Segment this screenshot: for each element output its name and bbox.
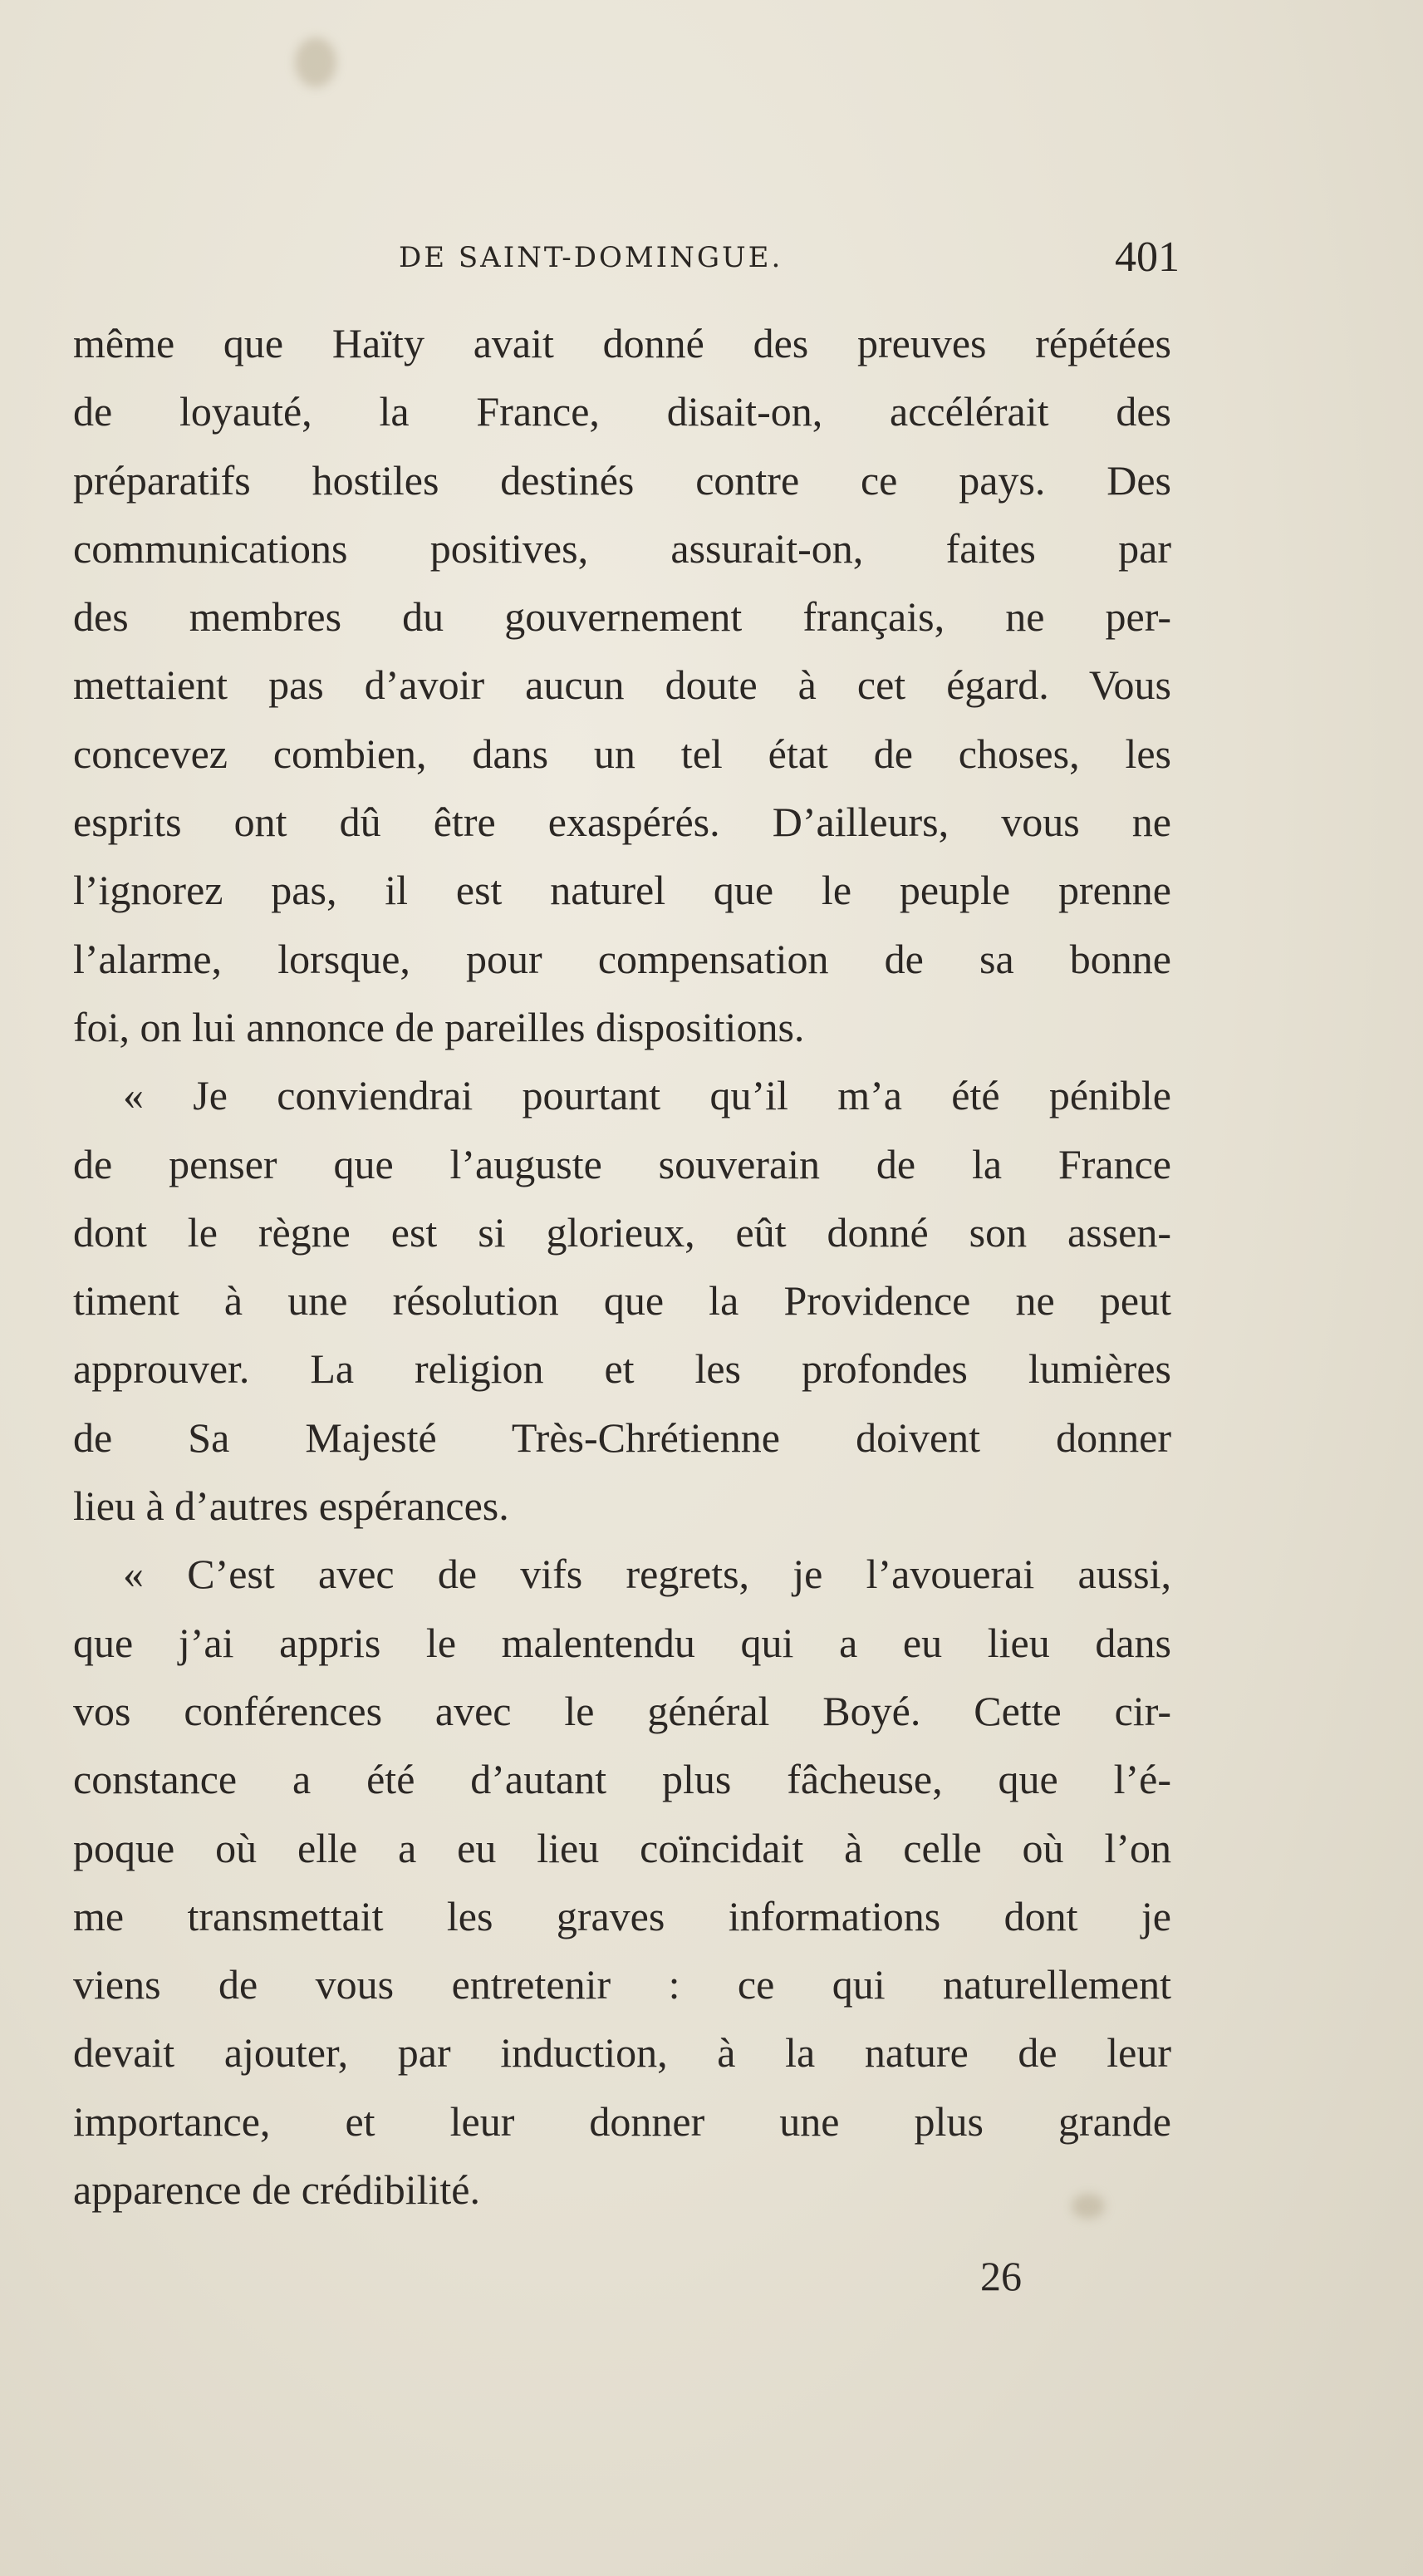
text-line: devait ajouter, par induction, à la nature de leur bbox=[73, 2029, 1171, 2077]
page-number: 401 bbox=[1115, 234, 1180, 281]
text-line: préparatifs hostiles destinés contre ce pays. Des bbox=[73, 456, 1171, 504]
text-line: dont le règne est si glorieux, eût donné son assen- bbox=[73, 1208, 1171, 1256]
text-line: mettaient pas d’avoir aucun doute à cet égard. Vous bbox=[73, 661, 1171, 709]
text-line: de penser que l’auguste souverain de la France bbox=[73, 1140, 1171, 1187]
paper-stain bbox=[295, 37, 336, 87]
text-line: que j’ai appris le malentendu qui a eu lieu dans bbox=[73, 1619, 1171, 1666]
text-line: de loyauté, la France, disait-on, accélérait des bbox=[73, 388, 1171, 435]
text-line: communications positives, assurait-on, faites par bbox=[73, 524, 1171, 572]
paragraph bbox=[73, 1061, 1171, 1540]
text-line: foi, on lui annonce de pareilles dispositions. bbox=[73, 1003, 805, 1050]
text-line: l’alarme, lorsque, pour compensation de sa bonne bbox=[73, 935, 1171, 982]
text-line: lieu à d’autres espérances. bbox=[73, 1482, 509, 1530]
text-line: de Sa Majesté Très-Chrétienne doivent donner bbox=[73, 1413, 1171, 1461]
page-header bbox=[75, 233, 1180, 307]
text-line: vos conférences avec le général Boyé. Cette cir- bbox=[73, 1687, 1171, 1734]
text-line: esprits ont dû être exaspérés. D’ailleurs, vous ne bbox=[73, 799, 1171, 846]
paragraph bbox=[73, 309, 1171, 1061]
text-line: « Je conviendrai pourtant qu’il m’a été pénible bbox=[123, 1072, 1171, 1119]
text-line: même que Haïty avait donné des preuves répétées bbox=[73, 320, 1171, 366]
text-line: apparence de crédibilité. bbox=[73, 2166, 480, 2214]
text-line: importance, et leur donner une plus grande bbox=[73, 2097, 1171, 2145]
text-line: viens de vous entretenir : ce qui naturellement bbox=[73, 1961, 1171, 2008]
signature-mark: 26 bbox=[980, 2253, 1022, 2299]
text-line: me transmettait les graves informations dont je bbox=[73, 1892, 1171, 1939]
text-line: approuver. La religion et les profondes lumières bbox=[73, 1345, 1171, 1393]
text-line: concevez combien, dans un tel état de choses, les bbox=[73, 730, 1171, 777]
text-line: poque où elle a eu lieu coïncidait à celle où l’on bbox=[73, 1824, 1171, 1871]
text-line: constance a été d’autant plus fâcheuse, que l’é- bbox=[73, 1756, 1171, 1803]
text-line: des membres du gouvernement français, ne per- bbox=[73, 593, 1171, 641]
text-line: « C’est avec de vifs regrets, je l’avouerai aussi, bbox=[123, 1551, 1171, 1598]
body-text bbox=[73, 309, 1171, 2224]
paragraph bbox=[73, 1540, 1171, 2224]
text-line: l’ignorez pas, il est naturel que le peuple prenne bbox=[73, 867, 1171, 914]
running-head: DE SAINT-DOMINGUE. bbox=[399, 241, 783, 274]
text-line: timent à une résolution que la Providence ne peut bbox=[73, 1277, 1171, 1325]
